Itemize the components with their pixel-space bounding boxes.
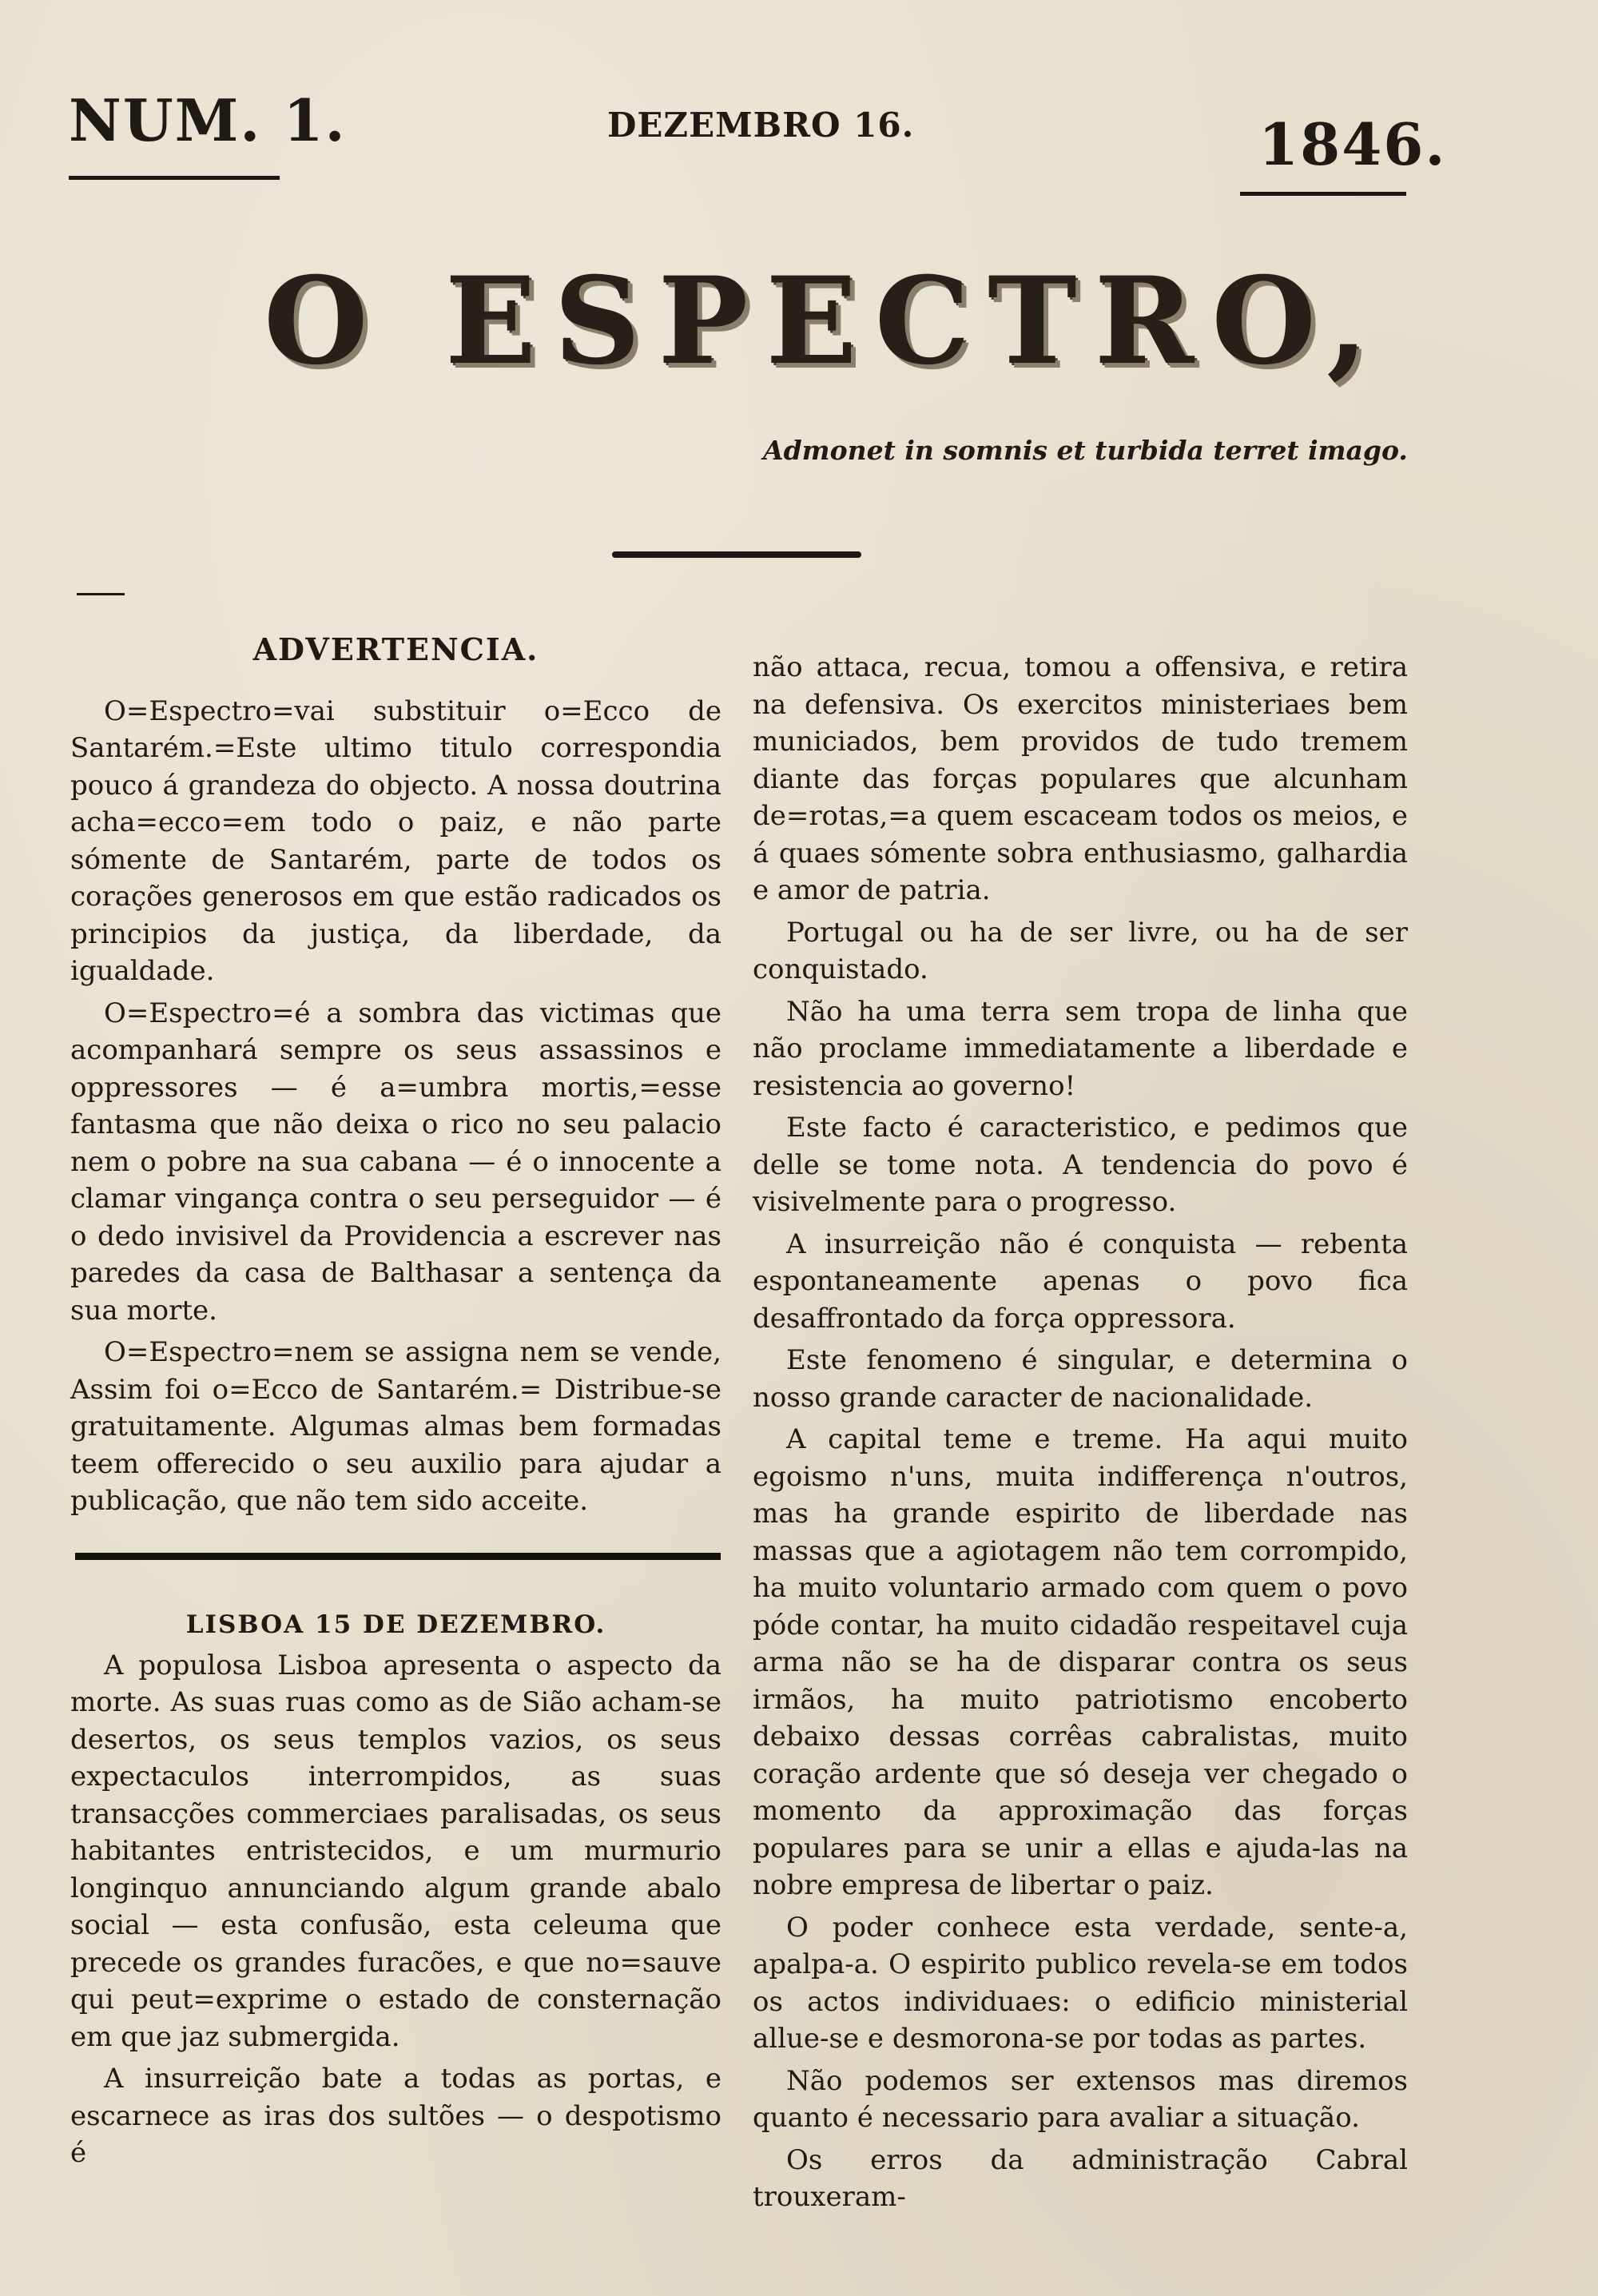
right-paragraph-7: A capital teme e treme. Ha aqui muito egoismo n'uns, muita indifferença n'outros, mas ha grande espirito de liberdade nas massas que a agiotagem não tem corrompido, ha muito voluntario armado com quem o povo póde contar, ha muito cidadão respeitavel cuja arma não se ha de disparar contra os seus irmãos, ha muito patriotismo encoberto debaixo dessas corrêas cabralistas, muito coração ardente que só deseja ver chegado o momento da approximação das forças populares para se unir a ellas e ajuda-las na nobre empresa de libertar o paiz. — [753, 1423, 1408, 1901]
lisboa-paragraph-2: A insurreição bate a todas as portas, e escarnece as iras dos sultões — o despotismo é — [70, 2063, 721, 2169]
right-paragraph-6: Este fenomeno é singular, e determina o nosso grande caracter de nacionalidade. — [753, 1344, 1408, 1414]
lisboa-heading: LISBOA 15 DE DEZEMBRO. — [185, 1610, 606, 1639]
issue-number-underline — [69, 176, 280, 180]
advertencia-paragraph-1: O=Espectro=vai substituir o=Ecco de Santarém.=Este ultimo titulo correspondia pouco á grandeza do objecto. A nossa doutrina acha=ecco=em todo o paiz, e não parte sómente de Santarém, parte de todos os corações generosos em que estão radicados os principios da justiça, da liberdade, da igualdade. — [70, 694, 721, 987]
issue-year-underline — [1240, 192, 1406, 196]
right-paragraph-8: O poder conhece esta verdade, sente-a, apalpa-a. O espirito publico revela-se em todos os actos individuaes: o edificio ministerial allue-se e desmorona-se por todas as partes. — [753, 1911, 1408, 2055]
advertencia-heading: ADVERTENCIA. — [252, 631, 539, 667]
right-paragraph-3: Não ha uma terra sem tropa de linha que não proclame immediatamente a liberdade e resistencia ao governo! — [753, 995, 1408, 1102]
newspaper-motto: Admonet in somnis et turbida terret imago. — [763, 435, 1408, 466]
issue-number — [69, 86, 347, 154]
advertencia-paragraph-3: O=Espectro=nem se assigna nem se vende, Assim foi o=Ecco de Santarém.= Distribue-se gratuitamente. Algumas almas bem formadas teem offerecido o seu auxilio para ajudar a publicação, que não tem sido acceite. — [70, 1336, 721, 1517]
lisboa-section — [70, 1606, 721, 2172]
right-paragraph-1: não attaca, recua, tomou a offensiva, e retira na defensiva. Os exercitos ministeriaes bem municiados, bem providos de tudo tremem diante das forças populares que alcunham de=rotas,=a quem escaceam todos os meios, e á quaes sómente sobra enthusiasmo, galhardia e amor de patria. — [753, 651, 1408, 906]
issue-date: DEZEMBRO 16. — [607, 105, 915, 145]
issue-number-prefix: NUM. — [69, 86, 262, 154]
advertencia-section — [70, 631, 721, 1520]
issue-year: 1846. — [1258, 110, 1447, 178]
newspaper-title: O ESPECTRO, — [264, 251, 1386, 392]
right-column — [753, 649, 1408, 2216]
right-paragraph-2: Portugal ou ha de ser livre, ou ha de ser conquistado. — [753, 916, 1408, 985]
right-paragraph-4: Este facto é caracteristico, e pedimos que delle se tome nota. A tendencia do povo é visivelmente para o progresso. — [753, 1112, 1408, 1218]
advertencia-paragraph-2: O=Espectro=é a sombra das victimas que acompanhará sempre os seus assassinos e oppressores — é a=umbra mortis,=esse fantasma que não deixa o rico no seu palacio nem o pobre na sua cabana — é o innocente a clamar vingança contra o seu perseguidor — é o dedo invisivel da Providencia a escrever nas paredes da casa de Balthasar a sentença da sua morte. — [70, 997, 721, 1327]
section-divider — [75, 1553, 721, 1560]
right-paragraph-5: A insurreição não é conquista — rebenta espontaneamente apenas o povo fica desaffrontado da força oppressora. — [753, 1228, 1408, 1335]
right-paragraph-10: Os erros da administração Cabral trouxeram- — [753, 2143, 1408, 2213]
right-paragraph-9: Não podemos ser extensos mas diremos quanto é necessario para avaliar a situação. — [753, 2064, 1408, 2134]
issue-number-value: 1. — [283, 86, 347, 154]
lisboa-paragraph-1: A populosa Lisboa apresenta o aspecto da morte. As suas ruas como as de Sião acham-se desertos, os seus templos vazios, os seus expectaculos interrompidos, as suas transacções commerciaes paralisadas, os seus habitantes entristecidos, e um murmurio longinquo annunciando algum grande abalo social — esta confusão, esta celeuma que precede os grandes furacões, e que no=sauve qui peut=exprime o estado de consternação em que jaz submergida. — [70, 1649, 721, 2053]
column-start-mark — [77, 593, 125, 595]
masthead-divider — [612, 551, 861, 558]
